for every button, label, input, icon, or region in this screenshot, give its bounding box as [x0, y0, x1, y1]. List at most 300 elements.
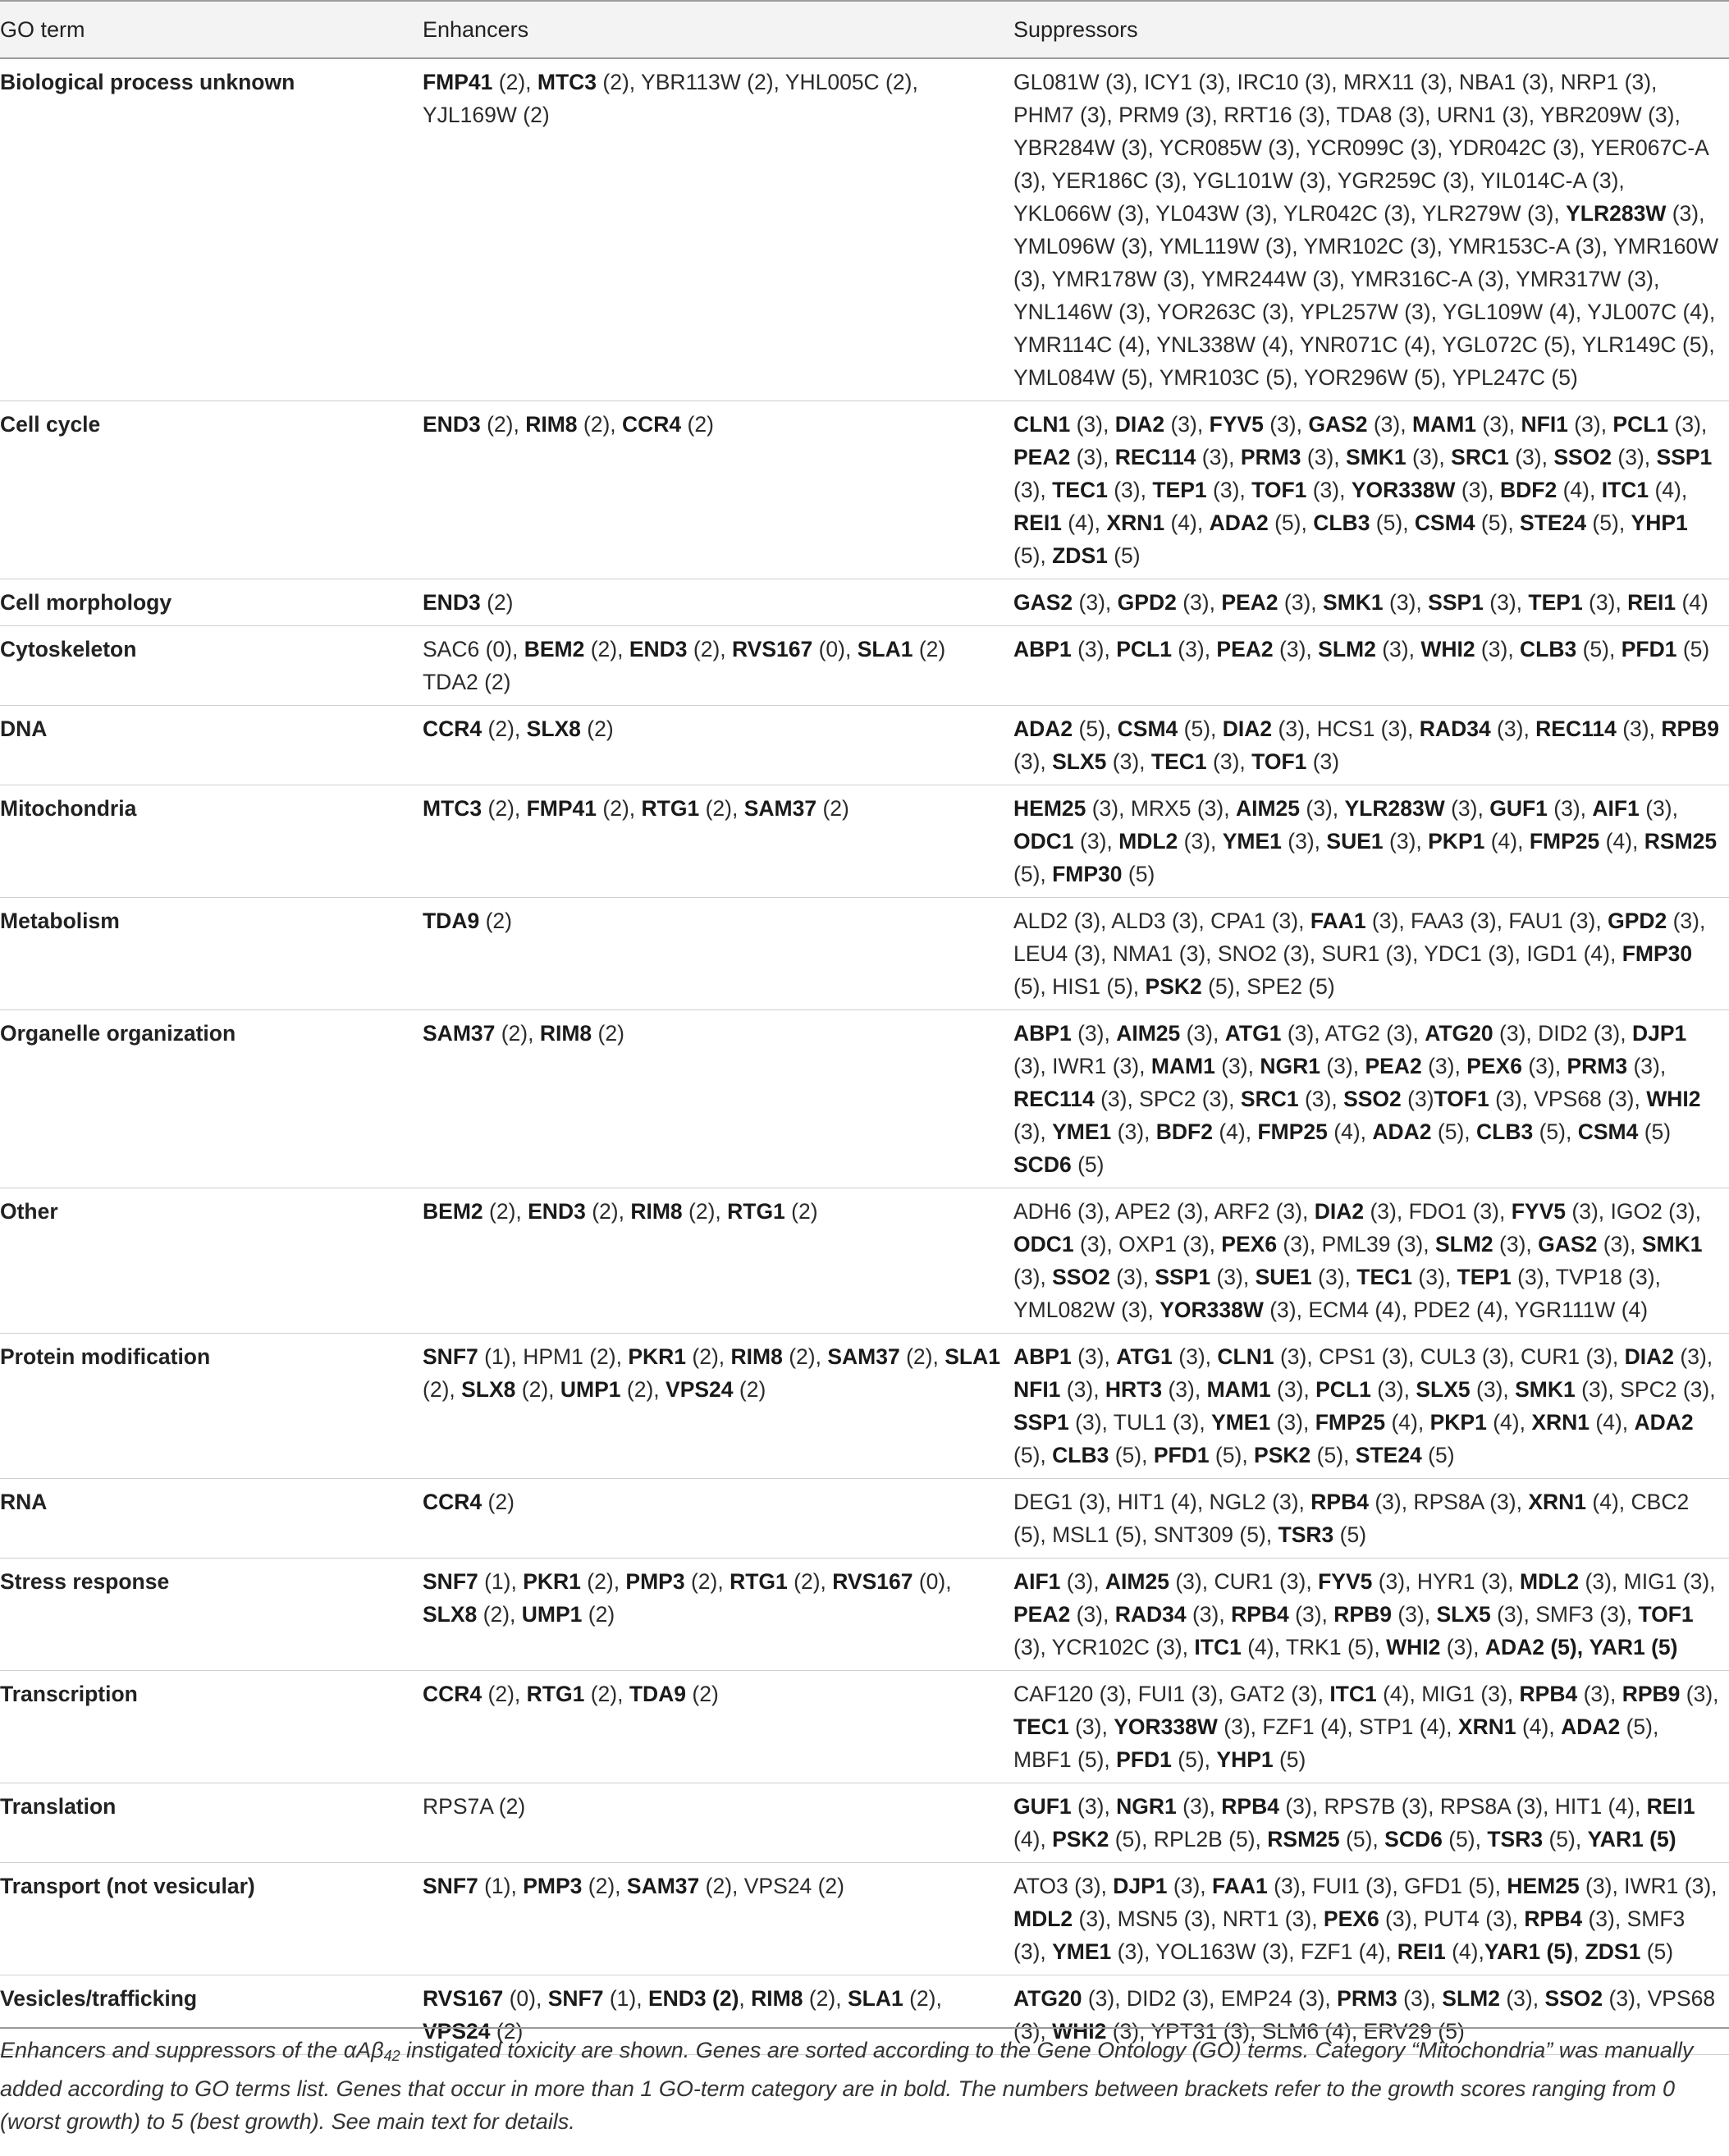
- gene-bold: RPB9: [1622, 1682, 1681, 1706]
- gene-score: (5),: [1339, 1827, 1385, 1852]
- gene-score: (3),: [1483, 590, 1529, 615]
- header-suppressors: Suppressors: [1013, 1, 1729, 58]
- gene-bold: SLX5: [1052, 749, 1107, 774]
- gene-bold: SSO2: [1052, 1265, 1110, 1289]
- gene-bold: PRM3: [1337, 1986, 1397, 2011]
- gene-score: (3), HYR1 (3),: [1372, 1569, 1521, 1594]
- gene-score: (5), HIS1 (5),: [1013, 974, 1146, 999]
- gene-bold: ATG20: [1013, 1986, 1082, 2011]
- gene-score: (3),: [1476, 412, 1521, 437]
- table-row: [0, 1188, 1729, 1334]
- gene-bold: SNF7: [423, 1569, 478, 1594]
- gene-score: (3),: [1106, 749, 1151, 774]
- go-term-cell: Mitochondria: [0, 785, 423, 898]
- gene-score: (2),: [687, 637, 733, 661]
- gene-bold: YME1: [1222, 829, 1282, 854]
- gene-bold: PFD1: [1116, 1747, 1172, 1772]
- gene-bold: RTG1: [641, 796, 700, 821]
- gene-score: (3),: [1627, 1054, 1667, 1078]
- gene-score: (3),: [1210, 1265, 1256, 1289]
- gene-bold: REI1: [1627, 590, 1676, 615]
- gene-score: (3),: [1666, 201, 1705, 226]
- gene-bold: MDL2: [1118, 829, 1178, 854]
- gene-score: (0),: [913, 1569, 952, 1594]
- gene-bold: GAS2: [1538, 1232, 1598, 1257]
- gene-score: (3),: [1196, 445, 1241, 469]
- gene-bold: PKP1: [1429, 1410, 1487, 1435]
- suppressors-cell: [1013, 401, 1729, 579]
- gene-bold: VPS24: [423, 2019, 491, 2044]
- gene-bold: REC114: [1535, 716, 1617, 741]
- gene-bold: SMK1: [1641, 1232, 1703, 1257]
- gene-score: (0),: [503, 1986, 548, 2011]
- gene-bold: MAM1: [1206, 1377, 1271, 1402]
- gene-score: (2): [681, 412, 714, 437]
- gene-score: (3),: [1493, 1232, 1539, 1257]
- gene-score: (3),: [1547, 796, 1593, 821]
- gene-score: (3),: [1499, 1986, 1545, 2011]
- table-footnote: [0, 2027, 1729, 2138]
- gene-bold: ATG20: [1425, 1021, 1493, 1046]
- gene-score: (4),: [1327, 1119, 1373, 1144]
- gene-bold: TEC1: [1052, 478, 1108, 502]
- gene-score: ,: [739, 1986, 752, 2011]
- gene-bold: GUF1: [1489, 796, 1548, 821]
- gene-score: (3),: [1577, 1682, 1622, 1706]
- go-term-cell: Translation: [0, 1783, 423, 1863]
- gene-score: (3),: [1167, 1874, 1213, 1898]
- gene-bold: YME1: [1052, 1939, 1112, 1964]
- gene-bold: RIM8: [751, 1986, 803, 2011]
- gene-score: (3),: [1070, 412, 1115, 437]
- gene-bold: PEX6: [1323, 1907, 1379, 1931]
- gene-bold: SNF7: [423, 1874, 478, 1898]
- gene-score: (2),: [577, 412, 622, 437]
- gene-bold: CLB3: [1476, 1119, 1534, 1144]
- gene-score: (3),: [1013, 1119, 1053, 1144]
- gene-score: (3), CPS1 (3), CUL3 (3), CUR1 (3),: [1274, 1344, 1625, 1369]
- gene-bold: PCL1: [1612, 412, 1669, 437]
- gene-bold: SLX8: [526, 716, 581, 741]
- gene-bold: PRM3: [1567, 1054, 1628, 1078]
- gene-score: (2),: [483, 1199, 528, 1224]
- gene-bold: SLM2: [1434, 1232, 1493, 1257]
- gene-score: (3),: [1178, 829, 1223, 854]
- gene-text: YML096W (3), YML119W (3), YMR102C (3), YMR153C-A (3), YMR160W (3), YMR178W (3), YMR244W (3), YMR316C-A (3), YMR317W (3), YNL146W (3), YOR263C (3), YPL257W (3), YGL109W (4), YJL007C (4), YMR114C (4), YNL338W (4), YNR071C (4), YGL072C (5), YLR149C (5), YML084W (5), YMR103C (5), YOR296W (5), YPL247C (5): [1013, 234, 1719, 390]
- gene-bold: CCR4: [423, 1490, 483, 1514]
- gene-bold: PKR1: [523, 1569, 581, 1594]
- gene-bold: RIM8: [539, 1021, 592, 1046]
- gene-bold: FMP25: [1257, 1119, 1328, 1144]
- gene-score: (4),: [1385, 1410, 1430, 1435]
- gene-score: (4), CBC2 (5), MSL1 (5), SNT309 (5),: [1013, 1490, 1690, 1547]
- enhancers-cell: [423, 898, 1013, 1010]
- gene-bold: WHI2: [1386, 1635, 1441, 1659]
- gene-score: (3),: [1470, 1377, 1516, 1402]
- gene-bold: PEX6: [1466, 1054, 1522, 1078]
- suppressors-cell: [1013, 1863, 1729, 1975]
- gene-score: (3),: [1383, 829, 1429, 854]
- gene-score: (3), SMF3 (3),: [1490, 1602, 1639, 1627]
- gene-bold: MTC3: [537, 70, 597, 94]
- go-term-cell: Organelle organization: [0, 1010, 423, 1188]
- gene-score: (3),: [1270, 1377, 1316, 1402]
- gene-score: (3),: [1370, 1377, 1416, 1402]
- gene-score: (3),: [1013, 478, 1053, 502]
- gene-score: (3),: [1071, 1794, 1117, 1819]
- gene-score: (3), RPS8A (3),: [1368, 1490, 1529, 1514]
- gene-score: (3),: [1508, 445, 1554, 469]
- gene-bold: FAA1: [1310, 909, 1366, 933]
- gene-text: YBR113W (2), YHL005C (2), YJL169W (2): [423, 70, 918, 127]
- gene-score: (2),: [597, 796, 642, 821]
- gene-bold: END3: [423, 590, 481, 615]
- gene-score: (5): [1333, 1522, 1367, 1547]
- gene-bold: GUF1: [1013, 1794, 1072, 1819]
- gene-score: (3),: [1375, 637, 1421, 661]
- gene-bold: TDA9: [629, 1682, 687, 1706]
- gene-bold: YOR338W: [1351, 478, 1456, 502]
- gene-bold: SSP1: [1428, 590, 1484, 615]
- gene-score: (5): [1107, 543, 1141, 568]
- gene-score: (3),: [1278, 590, 1324, 615]
- gene-score: (3), PML39 (3),: [1277, 1232, 1435, 1257]
- gene-score: (5): [1638, 1119, 1672, 1144]
- gene-bold: SSP1: [1155, 1265, 1211, 1289]
- gene-bold: REC114: [1114, 445, 1196, 469]
- gene-score: (3), CUR1 (3),: [1169, 1569, 1319, 1594]
- suppressors-cell: [1013, 1783, 1729, 1863]
- gene-text: GL081W (3), ICY1 (3), IRC10 (3), MRX11 (3), NBA1 (3), NRP1 (3), PHM7 (3), PRM9 (3), RRT16 (3), TDA8 (3), URN1 (3), YBR209W (3), YBR284W (3), YCR085W (3), YCR099C (3), YDR042C (3), YER067C-A (3), YER186C (3), YGL101W (3), YGR259C (3), YIL014C-A (3), YKL066W (3), YL043W (3), YLR042C (3), YLR279W (3),: [1013, 70, 1708, 226]
- gene-bold: NGR1: [1260, 1054, 1320, 1078]
- gene-bold: SMK1: [1346, 445, 1407, 469]
- gene-bold: RAD34: [1114, 1602, 1187, 1627]
- gene-score: (3),: [1070, 1602, 1115, 1627]
- gene-score: (3), TUL1 (3),: [1068, 1410, 1212, 1435]
- gene-bold: YME1: [1211, 1410, 1271, 1435]
- gene-bold: SNF7: [547, 1986, 604, 2011]
- gene-bold: YLR283W: [1566, 201, 1667, 226]
- table-row: [0, 1783, 1729, 1863]
- gene-score: (3),: [1406, 445, 1452, 469]
- gene-bold: TEC1: [1356, 1265, 1413, 1289]
- gene-score: (1),: [478, 1874, 524, 1898]
- gene-bold: MDL2: [1520, 1569, 1580, 1594]
- gene-score: (5),: [1109, 1443, 1154, 1467]
- gene-score: (3), PUT4 (3),: [1379, 1907, 1525, 1931]
- gene-bold: SAM37: [423, 1021, 496, 1046]
- gene-bold: YOR338W: [1160, 1298, 1264, 1322]
- gene-bold: GPD2: [1117, 590, 1177, 615]
- gene-score: (2): [482, 1490, 515, 1514]
- gene-bold: CCR4: [423, 1682, 483, 1706]
- gene-score: (5): [1122, 862, 1155, 886]
- table-row: [0, 1334, 1729, 1479]
- gene-bold: FYV5: [1209, 412, 1264, 437]
- gene-bold: FMP41: [526, 796, 597, 821]
- gene-score: (5),: [1475, 510, 1521, 535]
- gene-bold: SRC1: [1240, 1087, 1299, 1111]
- gene-bold: CLN1: [1013, 412, 1071, 437]
- gene-bold: CLN1: [1217, 1344, 1274, 1369]
- gene-bold: NFI1: [1521, 412, 1568, 437]
- gene-bold: END3 (2): [647, 1986, 739, 2011]
- gene-score: (3),: [1288, 1602, 1334, 1627]
- go-term-cell: Cell morphology: [0, 579, 423, 626]
- gene-score: (3),: [1162, 1377, 1207, 1402]
- gene-bold: CLB3: [1313, 510, 1370, 535]
- footnote-subscript: 42: [383, 2048, 400, 2064]
- gene-bold: MAM1: [1411, 412, 1477, 437]
- gene-score: (2),: [903, 1986, 942, 2011]
- gene-bold: SSO2: [1343, 1087, 1402, 1111]
- gene-score: (4),: [1013, 1827, 1053, 1852]
- gene-bold: TOF1: [1434, 1087, 1489, 1111]
- gene-bold: YME1: [1052, 1119, 1112, 1144]
- enhancers-cell: [423, 1188, 1013, 1334]
- gene-bold: SLM2: [1318, 637, 1376, 661]
- gene-score: (5),: [1576, 637, 1622, 661]
- gene-bold: PMP3: [625, 1569, 685, 1594]
- gene-bold: WHI2: [1420, 637, 1475, 661]
- gene-bold: TEP1: [1528, 590, 1583, 615]
- table-row: [0, 579, 1729, 626]
- gene-bold: SUE1: [1326, 829, 1384, 854]
- gene-bold: ABP1: [1013, 637, 1072, 661]
- gene-score: (3),: [1164, 412, 1210, 437]
- gene-bold: HRT3: [1105, 1377, 1163, 1402]
- gene-bold: HEM25: [1507, 1874, 1580, 1898]
- table-row: [0, 1010, 1729, 1188]
- enhancers-cell: [423, 1559, 1013, 1671]
- gene-score: (3),: [1206, 749, 1252, 774]
- gene-score: (3),: [1073, 829, 1119, 854]
- gene-bold: NFI1: [1013, 1377, 1061, 1402]
- gene-bold: ZDS1: [1585, 1939, 1641, 1964]
- suppressors-cell: [1013, 1334, 1729, 1479]
- gene-bold: END3: [423, 412, 481, 437]
- go-term-cell: RNA: [0, 1479, 423, 1559]
- gene-score: (3),: [1397, 1986, 1443, 2011]
- gene-score: (2),: [787, 1569, 833, 1594]
- gene-score: (3), IWR1 (3),: [1013, 1054, 1151, 1078]
- gene-score: (3),: [1270, 1410, 1315, 1435]
- gene-score: (3),: [1301, 445, 1347, 469]
- gene-bold: RPB4: [1221, 1794, 1279, 1819]
- gene-bold: SSO2: [1553, 445, 1612, 469]
- gene-score: (3), VPS68 (3),: [1489, 1087, 1647, 1111]
- gene-score: (2),: [515, 1377, 560, 1402]
- gene-bold: DIA2: [1222, 716, 1273, 741]
- gene-text: DEG1 (3), HIT1 (4), NGL2 (3),: [1013, 1490, 1311, 1514]
- gene-bold: AIF1: [1013, 1569, 1061, 1594]
- gene-bold: ADA2: [1634, 1410, 1694, 1435]
- gene-bold: FMP30: [1622, 941, 1693, 966]
- gene-score: (3),: [1367, 412, 1412, 437]
- gene-bold: GPD2: [1608, 909, 1667, 933]
- gene-score: (2): [733, 1377, 766, 1402]
- gene-score: (3), ECM4 (4), PDE2 (4), YGR111W (4): [1263, 1298, 1649, 1322]
- go-term-cell: Cytoskeleton: [0, 626, 423, 706]
- gene-bold: YLR283W: [1344, 796, 1445, 821]
- gene-bold: SAM37: [827, 1344, 900, 1369]
- gene-score: (4),: [1557, 478, 1602, 502]
- gene-score: (5),: [1171, 1747, 1217, 1772]
- gene-bold: PSK2: [1052, 1827, 1109, 1852]
- gene-bold: PCL1: [1315, 1377, 1371, 1402]
- gene-bold: REC114: [1013, 1087, 1095, 1111]
- gene-score: (2),: [580, 1569, 626, 1594]
- gene-score: (5),: [1533, 1119, 1578, 1144]
- go-term-cell: Cell cycle: [0, 401, 423, 579]
- enhancers-cell: [423, 401, 1013, 579]
- gene-bold: UMP1: [521, 1602, 583, 1627]
- gene-score: (3), LEU4 (3), NMA1 (3), SNO2 (3), SUR1 (3), YDC1 (3), IGD1 (4),: [1013, 909, 1706, 966]
- gene-bold: MAM1: [1150, 1054, 1215, 1078]
- enhancers-cell: [423, 1671, 1013, 1783]
- gene-score: (5),: [1013, 543, 1053, 568]
- gene-score: (3),: [1111, 1119, 1156, 1144]
- gene-score: (2),: [686, 1344, 731, 1369]
- gene-score: (3), SMF3 (3),: [1013, 1907, 1686, 1964]
- gene-bold: XRN1: [1528, 1490, 1587, 1514]
- gene-bold: ABP1: [1013, 1021, 1072, 1046]
- gene-bold: PFD1: [1153, 1443, 1210, 1467]
- gene-bold: RSM25: [1644, 829, 1718, 854]
- gene-bold: BDF2: [1155, 1119, 1213, 1144]
- gene-bold: UMP1: [560, 1377, 621, 1402]
- gene-bold: TEP1: [1152, 478, 1207, 502]
- gene-text: ADH6 (3), APE2 (3), ARF2 (3),: [1013, 1199, 1315, 1224]
- gene-bold: AIF1: [1592, 796, 1640, 821]
- gene-score: (5),: [1073, 716, 1118, 741]
- gene-bold: PKP1: [1428, 829, 1485, 854]
- gene-score: (3), ATG2 (3),: [1281, 1021, 1425, 1046]
- gene-score: (5),: [1209, 1443, 1255, 1467]
- go-term-cell: Stress response: [0, 1559, 423, 1671]
- gene-bold: REI1: [1646, 1794, 1695, 1819]
- gene-bold: ADA2: [1209, 510, 1269, 535]
- gene-bold: MDL2: [1013, 1907, 1073, 1931]
- gene-bold: NGR1: [1116, 1794, 1177, 1819]
- gene-bold: YAR1 (5): [1587, 1827, 1676, 1852]
- gene-bold: ZDS1: [1052, 543, 1108, 568]
- enhancers-cell: [423, 1479, 1013, 1559]
- gene-score: (2),: [584, 637, 629, 661]
- gene-bold: SUE1: [1255, 1265, 1312, 1289]
- gene-bold: REI1: [1013, 510, 1062, 535]
- gene-bold: CCR4: [622, 412, 682, 437]
- gene-score: (3),: [1068, 1714, 1114, 1739]
- gene-score: (3),: [1639, 796, 1678, 821]
- go-term-cell: DNA: [0, 706, 423, 785]
- gene-score: (3),: [1071, 637, 1117, 661]
- gene-score: (5): [1676, 637, 1710, 661]
- gene-score: (3), FZF1 (4), STP1 (4),: [1217, 1714, 1458, 1739]
- go-term-cell: Vesicles/trafficking: [0, 1975, 423, 2055]
- gene-score: (3),: [1391, 1602, 1437, 1627]
- gene-bold: XRN1: [1531, 1410, 1590, 1435]
- gene-bold: SSP1: [1013, 1410, 1069, 1435]
- gene-score: (2),: [899, 1344, 945, 1369]
- gene-bold: SLA1: [945, 1344, 1000, 1369]
- gene-score: (3),: [1263, 412, 1309, 437]
- gene-bold: FMP41: [423, 70, 493, 94]
- gene-bold: RVS167: [732, 637, 813, 661]
- gene-bold: CSM4: [1117, 716, 1178, 741]
- gene-score: (5), RPL2B (5),: [1109, 1827, 1268, 1852]
- suppressors-cell: [1013, 1188, 1729, 1334]
- gene-bold: HEM25: [1013, 796, 1086, 821]
- gene-score: (4),: [1212, 1119, 1258, 1144]
- gene-bold: PRM3: [1240, 445, 1301, 469]
- gene-bold: CSM4: [1414, 510, 1475, 535]
- gene-score: (5),: [1013, 1443, 1053, 1467]
- gene-score: (3),: [1455, 478, 1500, 502]
- table-row: [0, 1479, 1729, 1559]
- gene-bold: ADA2: [1013, 716, 1073, 741]
- gene-bold: DJP1: [1113, 1874, 1168, 1898]
- gene-bold: VPS24: [666, 1377, 734, 1402]
- enhancers-cell: [423, 1863, 1013, 1975]
- gene-score: (3), FUI1 (3), GFD1 (5),: [1267, 1874, 1507, 1898]
- gene-bold: YAR1 (5): [1484, 1939, 1573, 1964]
- gene-score: (4),: [1516, 1714, 1562, 1739]
- gene-bold: SMK1: [1515, 1377, 1576, 1402]
- gene-score: (4), TRK1 (5),: [1241, 1635, 1387, 1659]
- gene-score: (5),: [1013, 862, 1053, 886]
- gene-score: (3),: [1412, 1265, 1457, 1289]
- gene-score: (5),: [1543, 1827, 1588, 1852]
- gene-score: (4),: [1164, 510, 1210, 535]
- gene-bold: SAM37: [743, 796, 817, 821]
- gene-bold: SLX8: [423, 1602, 478, 1627]
- gene-bold: RPB4: [1231, 1602, 1289, 1627]
- footnote-text-a: Enhancers and suppressors of the αAβ: [0, 2038, 384, 2062]
- gene-bold: TDA9: [423, 909, 480, 933]
- gene-score: (3),: [1490, 716, 1536, 741]
- gene-score: (2): [592, 1021, 624, 1046]
- gene-text: SAC6 (0),: [423, 637, 524, 661]
- gene-bold: PCL1: [1116, 637, 1172, 661]
- gene-score: (3), VPS68 (3),: [1013, 1986, 1716, 2044]
- gene-score: (4),: [1484, 829, 1530, 854]
- gene-score: (2): [582, 1602, 615, 1627]
- gene-score: (3),: [1176, 590, 1222, 615]
- gene-bold: SSP1: [1656, 445, 1713, 469]
- gene-score: (2): [784, 1199, 818, 1224]
- gene-score: (3),: [1612, 445, 1657, 469]
- gene-score: (3),: [1320, 1054, 1365, 1078]
- gene-score: (3),: [1071, 1021, 1117, 1046]
- gene-score: (3), IWR1 (3),: [1579, 1874, 1718, 1898]
- suppressors-cell: [1013, 898, 1729, 1010]
- go-term-cell: Other: [0, 1188, 423, 1334]
- gene-score: (4),: [1599, 829, 1644, 854]
- suppressors-cell: [1013, 1559, 1729, 1671]
- go-term-cell: Transcription: [0, 1671, 423, 1783]
- gene-score: (4), MIG1 (3),: [1376, 1682, 1520, 1706]
- gene-score: (2),: [482, 716, 527, 741]
- gene-score: (3), MRX5 (3),: [1086, 796, 1236, 821]
- gene-bold: AIM25: [1105, 1569, 1169, 1594]
- gene-score: (5): [1071, 1152, 1105, 1177]
- gene-score: (3),: [1180, 1021, 1225, 1046]
- gene-bold: RSM25: [1267, 1827, 1340, 1852]
- gene-score: (4),: [1589, 1410, 1635, 1435]
- table-row: [0, 1559, 1729, 1671]
- gene-score: (3),: [1176, 1794, 1222, 1819]
